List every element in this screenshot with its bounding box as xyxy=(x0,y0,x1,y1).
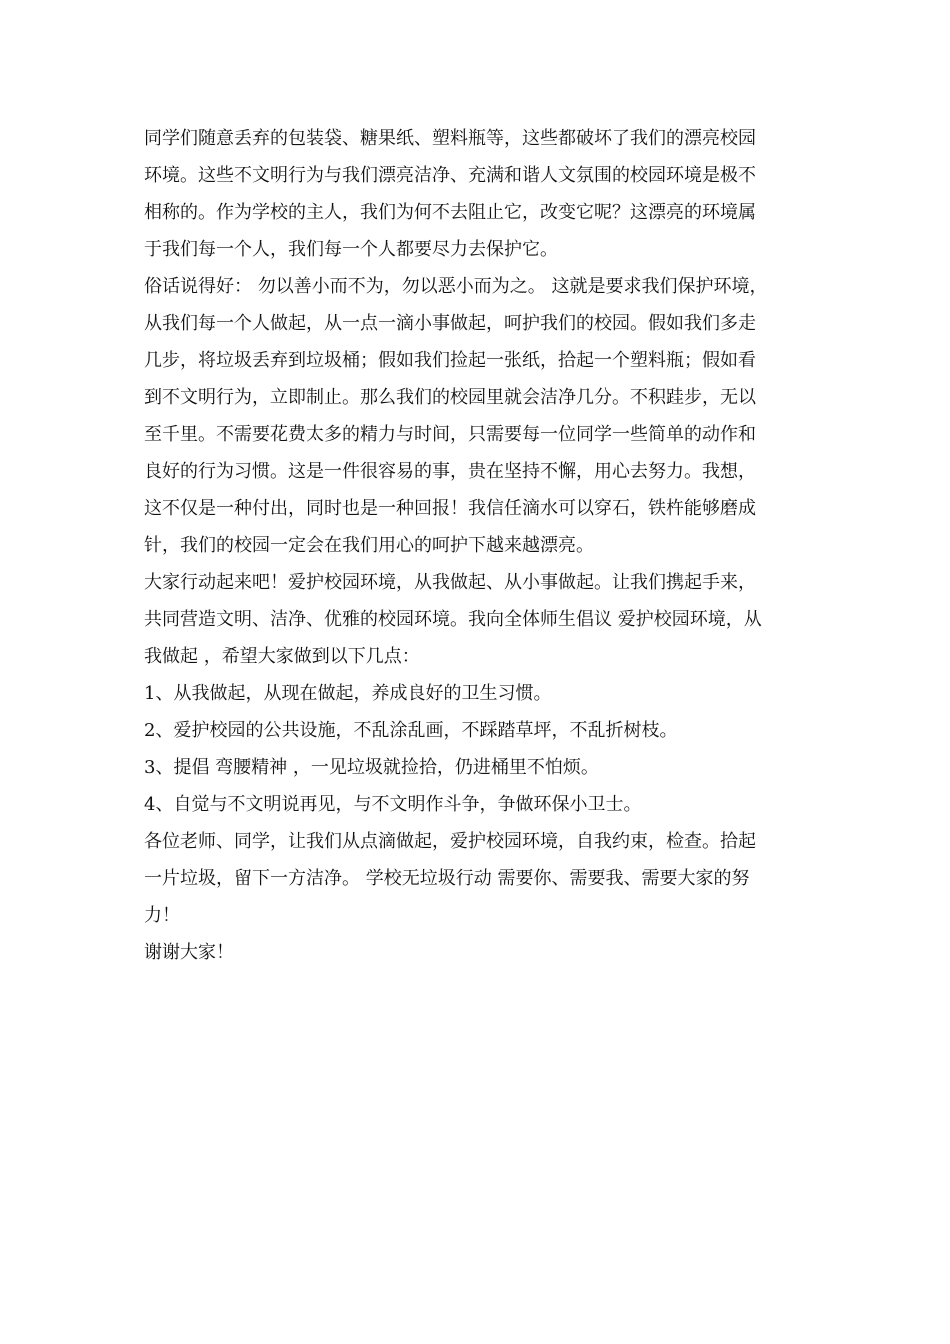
list-item: 3、提倡 弯腰精神 ，一见垃圾就捡拾，仍进桶里不怕烦。 xyxy=(144,757,599,778)
text-line: 俗话说得好： 勿以善小而不为，勿以恶小而为之。 这就是要求我们保护环境， xyxy=(144,276,768,297)
text-line: 至千里。不需要花费太多的精力与时间，只需要每一位同学一些简单的动作和 xyxy=(144,424,756,445)
text-line: 这不仅是一种付出，同时也是一种回报！我信任滴水可以穿石，铁杵能够磨成 xyxy=(144,498,756,519)
text-line: 相称的。作为学校的主人，我们为何不去阻止它，改变它呢？这漂亮的环境属 xyxy=(144,202,756,223)
text-line: 力！ xyxy=(144,905,180,926)
text-line: 几步，将垃圾丢弃到垃圾桶；假如我们捡起一张纸，拾起一个塑料瓶；假如看 xyxy=(144,350,756,371)
text-line: 各位老师、同学，让我们从点滴做起，爱护校园环境，自我约束，检查。拾起 xyxy=(144,831,756,852)
closing-line: 谢谢大家！ xyxy=(144,942,234,963)
list-item: 4、自觉与不文明说再见，与不文明作斗争，争做环保小卫士。 xyxy=(144,794,642,815)
text-line: 针，我们的校园一定会在我们用心的呵护下越来越漂亮。 xyxy=(144,535,594,556)
text-line: 大家行动起来吧！爱护校园环境，从我做起、从小事做起。让我们携起手来， xyxy=(144,572,756,593)
text-line: 于我们每一个人，我们每一个人都要尽力去保护它。 xyxy=(144,239,558,260)
text-line: 到不文明行为，立即制止。那么我们的校园里就会洁净几分。不积跬步，无以 xyxy=(144,387,756,408)
text-line: 良好的行为习惯。这是一件很容易的事，贵在坚持不懈，用心去努力。我想， xyxy=(144,461,756,482)
document-body xyxy=(144,120,834,971)
text-line: 共同营造文明、洁净、优雅的校园环境。我向全体师生倡议 爱护校园环境，从 xyxy=(144,609,762,630)
list-item: 1、从我做起，从现在做起，养成良好的卫生习惯。 xyxy=(144,683,552,704)
list-item: 2、爱护校园的公共设施，不乱涂乱画，不踩踏草坪，不乱折树枝。 xyxy=(144,720,678,741)
text-line: 一片垃圾，留下一方洁净。 学校无垃圾行动 需要你、需要我、需要大家的努 xyxy=(144,868,750,889)
text-line: 同学们随意丢弃的包装袋、糖果纸、塑料瓶等，这些都破坏了我们的漂亮校园 xyxy=(144,128,756,149)
text-line: 从我们每一个人做起，从一点一滴小事做起，呵护我们的校园。假如我们多走 xyxy=(144,313,756,334)
text-line: 我做起 ，希望大家做到以下几点： xyxy=(144,646,420,667)
text-line: 环境。这些不文明行为与我们漂亮洁净、充满和谐人文氛围的校园环境是极不 xyxy=(144,165,756,186)
